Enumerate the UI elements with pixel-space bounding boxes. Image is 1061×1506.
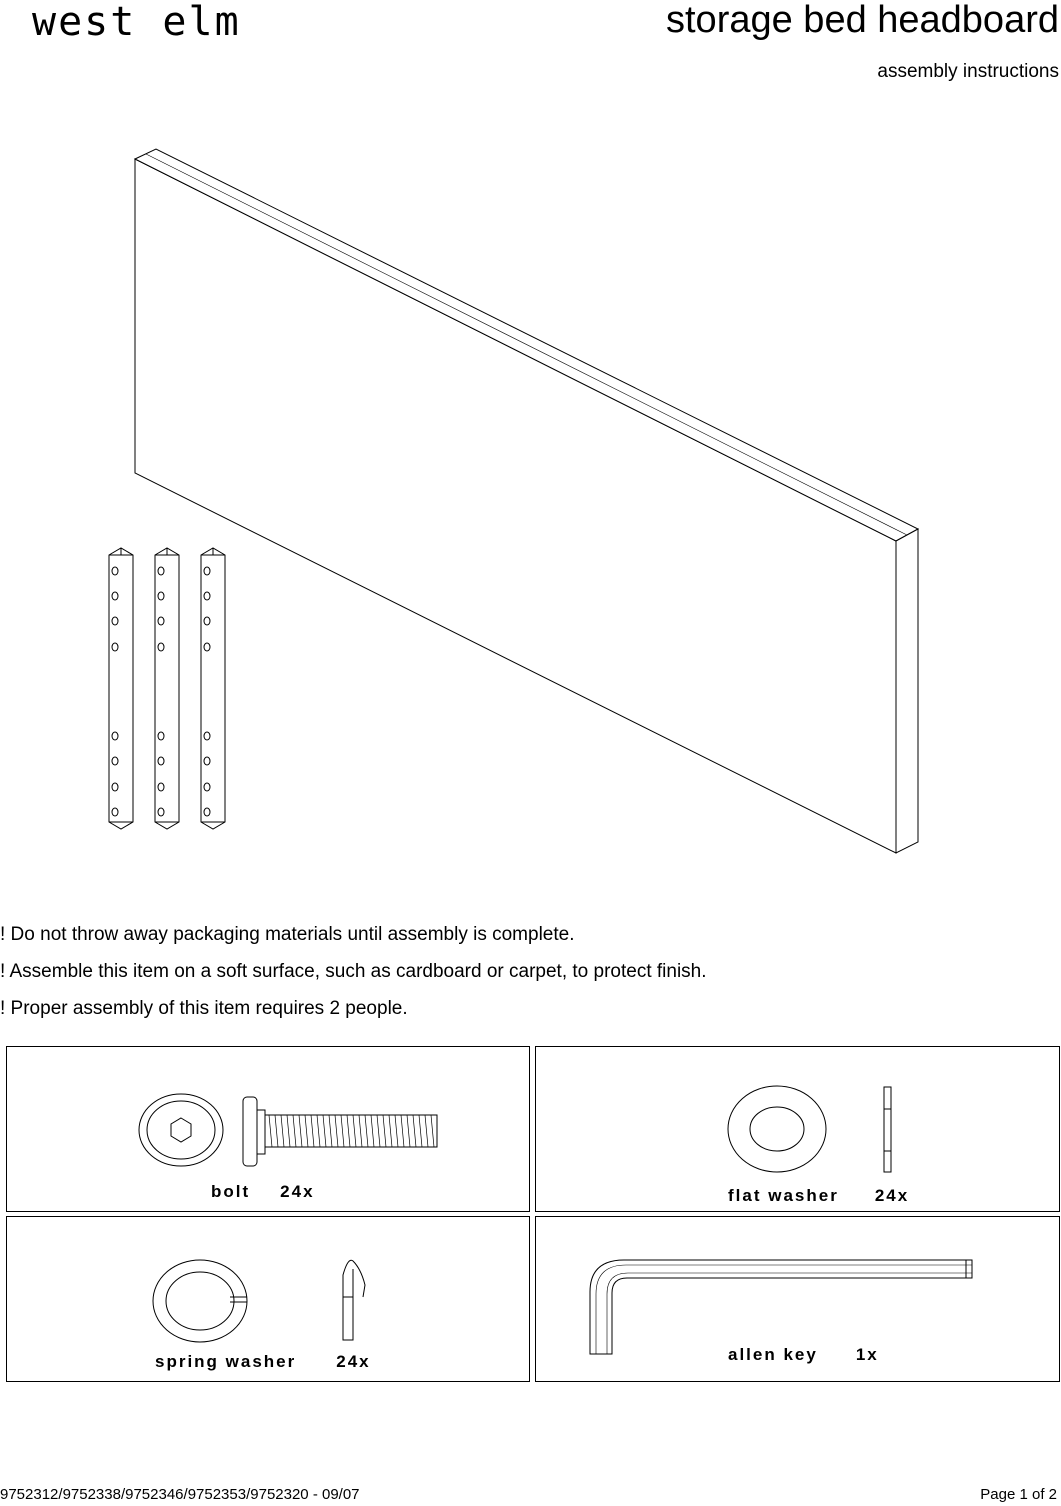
hardware-box-flat-washer [535, 1046, 1060, 1212]
page-number: Page 1 of 2 [980, 1486, 1057, 1503]
headboard-panel-drawing [135, 149, 918, 853]
hardware-name: allen key [728, 1345, 818, 1364]
hardware-name: bolt [211, 1182, 251, 1201]
hardware-caption [728, 1186, 909, 1206]
hardware-qty: 24x [280, 1182, 315, 1201]
hardware-box-spring-washer [6, 1216, 530, 1382]
note-item: ! Assemble this item on a soft surface, such as cardboard or carpet, to protect finish. [0, 961, 707, 982]
hardware-name: spring washer [155, 1352, 297, 1371]
hardware-caption [728, 1345, 879, 1365]
page-subtitle: assembly instructions [877, 61, 1059, 82]
rail-drawings [109, 548, 225, 829]
note-item: ! Do not throw away packaging materials until assembly is complete. [0, 924, 575, 945]
rail-3-drawing [201, 548, 225, 829]
rail-1-drawing [109, 548, 133, 829]
page-title: storage bed headboard [666, 0, 1059, 41]
hardware-caption [155, 1352, 371, 1372]
hardware-box-bolt [6, 1046, 530, 1212]
hardware-qty: 1x [855, 1345, 879, 1364]
hardware-caption [211, 1182, 315, 1202]
brand-logo: west elm [32, 0, 241, 45]
hardware-box-allen-key [535, 1216, 1060, 1382]
note-item: ! Proper assembly of this item requires 2 people. [0, 998, 408, 1019]
hardware-qty: 24x [336, 1352, 371, 1371]
hardware-qty: 24x [874, 1186, 910, 1205]
document-codes: 9752312/9752338/9752346/9752353/9752320 - 09/07 [0, 1486, 360, 1503]
rail-2-drawing [155, 548, 179, 829]
assembly-notes [0, 922, 707, 1033]
hardware-name: flat washer [728, 1186, 839, 1205]
